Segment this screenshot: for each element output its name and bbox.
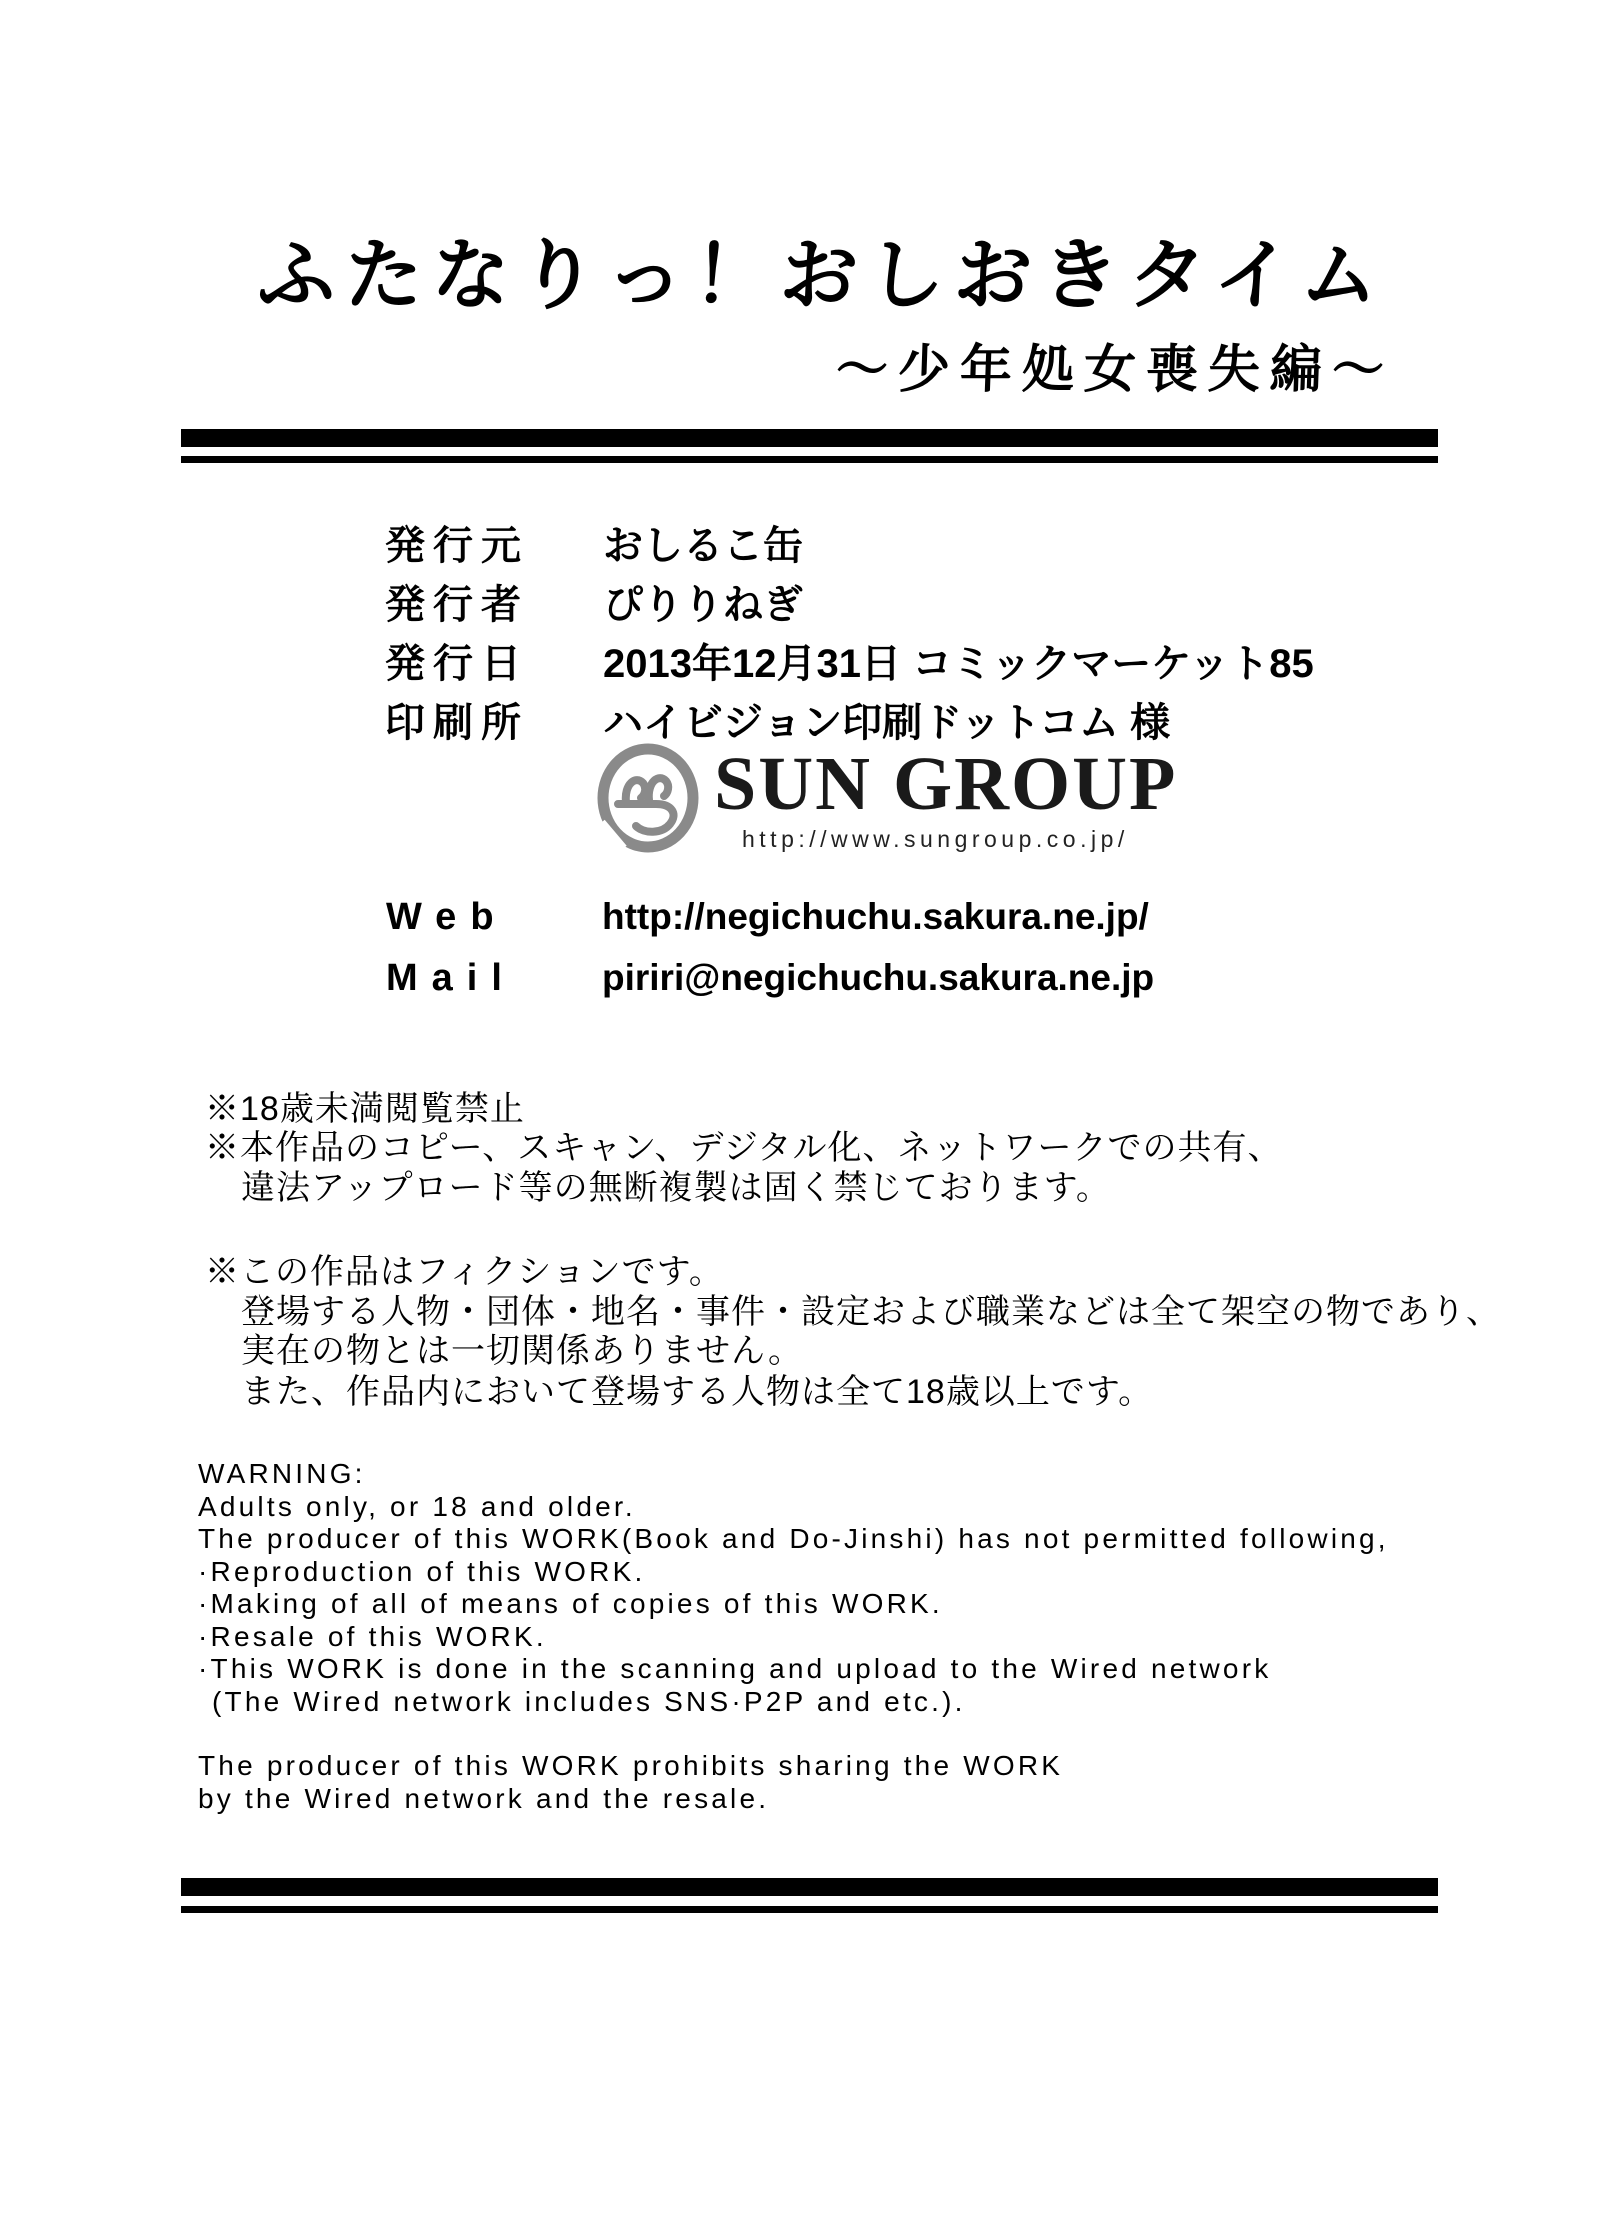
- age-restriction-notice: ※18歳未満閲覧禁止: [205, 1090, 525, 1128]
- printer-logo-text: SUN GROUP: [714, 742, 1178, 826]
- colophon-table: [385, 514, 1314, 750]
- contact-row-web: [386, 896, 1154, 957]
- english-warning-line: ·Reproduction of this WORK.: [198, 1555, 646, 1587]
- colophon-row-publisher: [385, 514, 1314, 573]
- english-warning-line: WARNING:: [198, 1458, 366, 1489]
- website-url: http://negichuchu.sakura.ne.jp/: [602, 896, 1149, 937]
- bottom-divider-thin: [181, 1906, 1438, 1913]
- english-warning-line: The producer of this WORK(Book and Do-Jinshi) has not permitted following,: [198, 1523, 1389, 1554]
- top-divider-thick: [181, 429, 1438, 447]
- bottom-divider-thick: [181, 1878, 1438, 1896]
- colophon-value: おしるこ缶: [603, 524, 803, 568]
- contact-row-mail: [386, 957, 1154, 1018]
- page-title: ふたなりっ！おしおきタイム: [255, 231, 1390, 319]
- email-address: piriri@negichuchu.sakura.ne.jp: [602, 957, 1155, 998]
- colophon-label: 発行元: [385, 524, 529, 568]
- page-subtitle: 〜少年処女喪失編〜: [835, 341, 1396, 399]
- colophon-label: 発行者: [385, 583, 529, 627]
- english-warning-line: (The Wired network includes SNS·P2P and etc.).: [212, 1685, 966, 1717]
- english-warning-line: Adults only, or 18 and older.: [198, 1490, 636, 1522]
- english-warning-line: ·Resale of this WORK.: [198, 1620, 547, 1652]
- top-divider-thin: [181, 456, 1438, 463]
- fiction-notice-line: また、作品内において登場する人物は全て18歳以上です。: [241, 1373, 1154, 1411]
- colophon-row-date: [385, 632, 1314, 691]
- sun-group-emblem-icon: [596, 742, 700, 854]
- english-warning-line: ·This WORK is done in the scanning and upload to the Wired network: [198, 1653, 1272, 1684]
- colophon-row-author: [385, 573, 1314, 632]
- copyright-notice-line: 違法アップロード等の無断複製は固く禁じております。: [241, 1169, 1111, 1207]
- fiction-notice-line: 登場する人物・団体・地名・事件・設定および職業などは全て架空の物であり、: [241, 1293, 1501, 1331]
- contact-label: Mail: [386, 957, 516, 999]
- english-warning-line: by the Wired network and the resale.: [198, 1782, 770, 1814]
- printer-logo: [596, 740, 1216, 870]
- colophon-value: ぴりりねぎ: [603, 583, 803, 627]
- colophon-label: 発行日: [385, 642, 529, 686]
- english-warning-line: The producer of this WORK prohibits sharing the WORK: [198, 1750, 1064, 1781]
- copyright-notice-line: ※本作品のコピー、スキャン、デジタル化、ネットワークでの共有、: [205, 1129, 1283, 1167]
- english-warning-block: [198, 1458, 1478, 1815]
- colophon-label: 印刷所: [385, 701, 529, 745]
- contact-table: [386, 896, 1154, 1018]
- contact-label: Web: [386, 896, 508, 938]
- printer-logo-url: http://www.sungroup.co.jp/: [742, 826, 1129, 852]
- english-warning-line: ·Making of all of means of copies of this WORK.: [198, 1588, 943, 1619]
- colophon-value: ハイビジョン印刷ドットコム 様: [603, 701, 1171, 745]
- fiction-notice-line: 実在の物とは一切関係ありません。: [241, 1332, 804, 1370]
- colophon-value: 2013年12月31日 コミックマーケット85: [603, 642, 1314, 686]
- fiction-notice-line: ※この作品はフィクションです。: [205, 1253, 724, 1291]
